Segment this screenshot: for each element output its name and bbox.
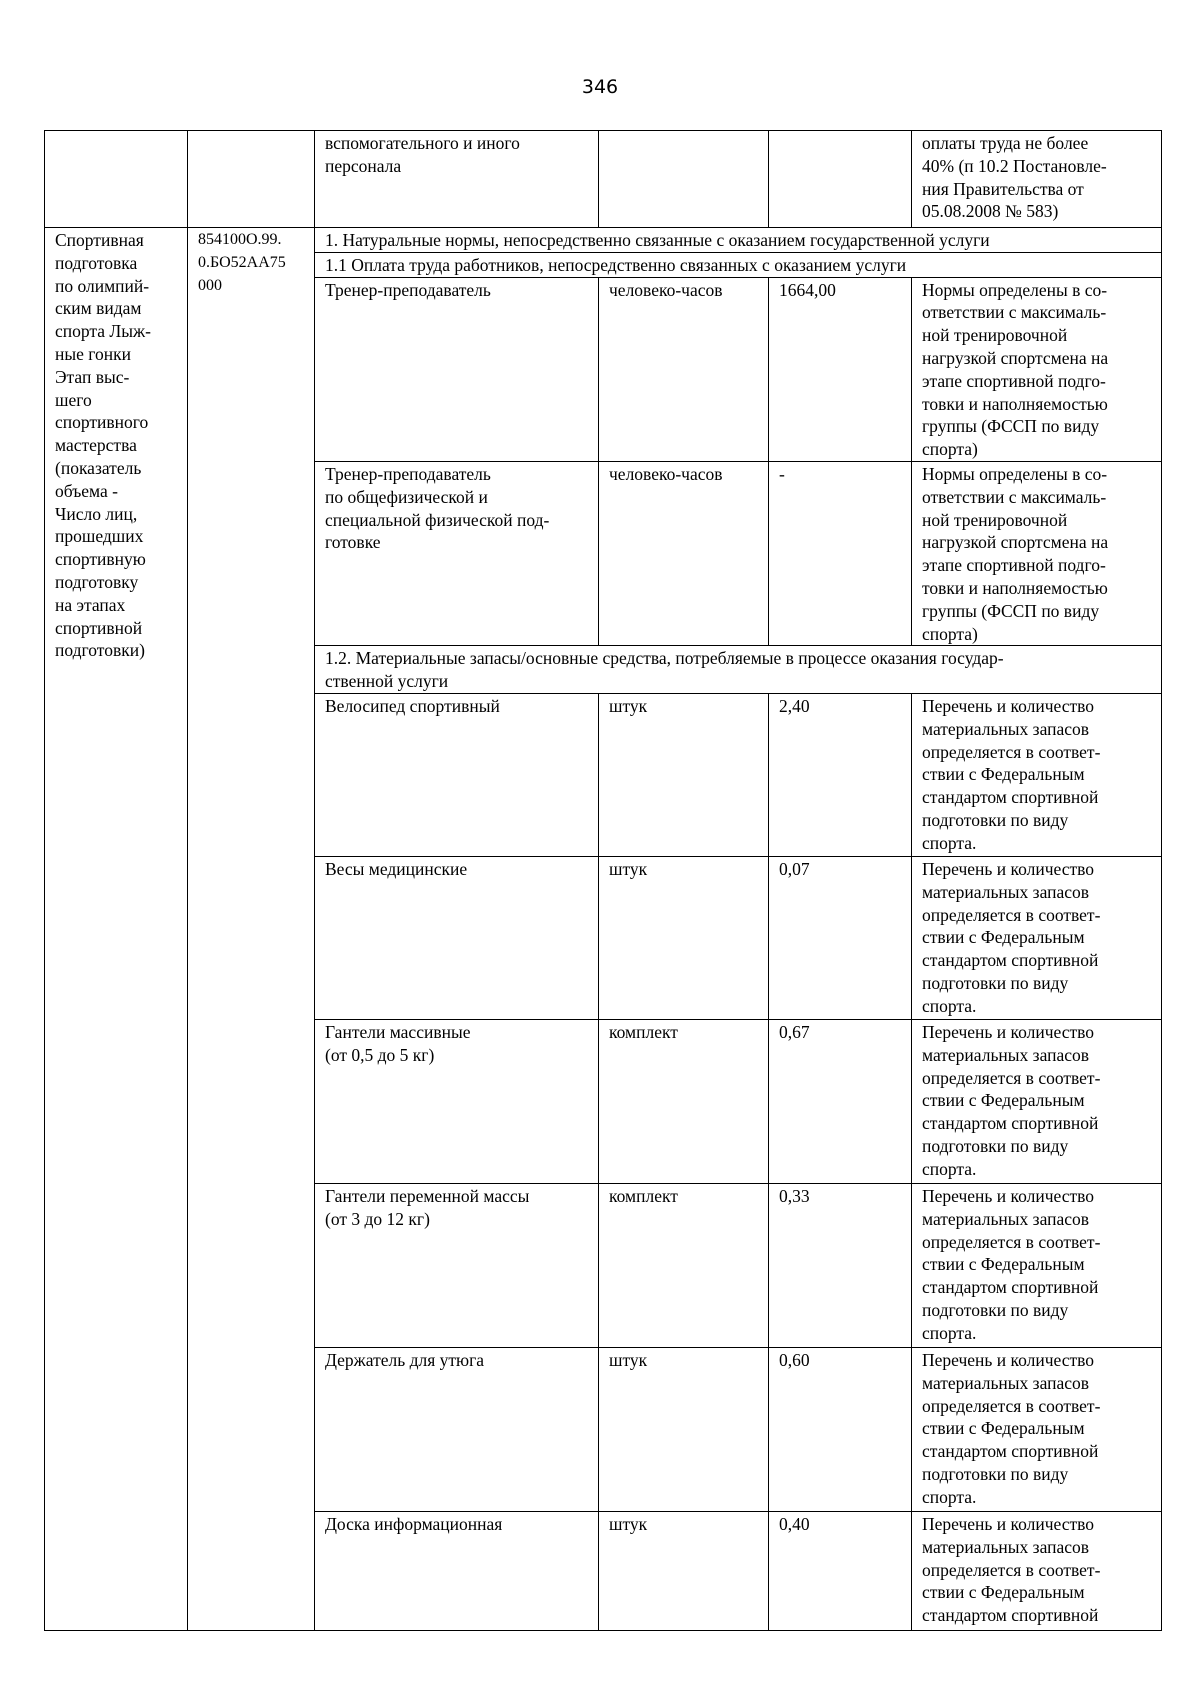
unit-cell: комплект: [599, 1183, 769, 1347]
unit-cell: человеко-часов: [599, 277, 769, 461]
value-cell: 0,40: [769, 1511, 912, 1630]
unit-cell: штук: [599, 693, 769, 856]
unit-cell: штук: [599, 856, 769, 1019]
resource-name-cell: Тренер-преподаватель: [315, 277, 599, 461]
note-cell: Перечень и количество материальных запасов определяется в соответ- ствии с Федеральным стандартом спортивной подготовки по виду спорта.: [912, 856, 1162, 1019]
table-row: [45, 228, 1162, 253]
value-cell: 0,60: [769, 1347, 912, 1511]
note-cell: оплаты труда не более 40% (п 10.2 Постановле- ния Правительства от 05.08.2008 № 583): [912, 131, 1162, 228]
resource-name-cell: вспомогательного и иного персонала: [315, 131, 599, 228]
resource-name-cell: Держатель для утюга: [315, 1347, 599, 1511]
table-cell: [599, 131, 769, 228]
unit-cell: штук: [599, 1347, 769, 1511]
resource-name-cell: Тренер-преподаватель по общефизической и специальной физической под- готовке: [315, 461, 599, 645]
note-cell: Перечень и количество материальных запасов определяется в соответ- ствии с Федеральным стандартом спортивной подготовки по виду спорта.: [912, 693, 1162, 856]
value-cell: 0,07: [769, 856, 912, 1019]
unit-cell: комплект: [599, 1019, 769, 1183]
value-cell: 1664,00: [769, 277, 912, 461]
value-cell: 0,67: [769, 1019, 912, 1183]
note-cell: Нормы определены в со- ответствии с максималь- ной тренировочной нагрузкой спортсмена на этапе спортивной подго- товки и наполняемостью группы (ФССП по виду спорта): [912, 277, 1162, 461]
service-code-cell: 854100О.99. 0.БО52АА75 000: [188, 228, 315, 1631]
table-cell: [45, 131, 188, 228]
section-heading: 1. Натуральные нормы, непосредственно связанные с оказанием государственной услуги: [315, 228, 1162, 253]
note-cell: Перечень и количество материальных запасов определяется в соответ- ствии с Федеральным стандартом спортивной подготовки по виду спорта.: [912, 1183, 1162, 1347]
section-heading: 1.1 Оплата труда работников, непосредственно связанных с оказанием услуги: [315, 252, 1162, 277]
service-name-cell: Спортивная подготовка по олимпий- ским видам спорта Лыж- ные гонки Этап выс- шего спортивного мастерства (показатель объема - Число лиц, прошедших спортивную подготовку на этапах спортивной подготовки): [45, 228, 188, 1631]
resource-name-cell: Велосипед спортивный: [315, 693, 599, 856]
table-cell: [769, 131, 912, 228]
unit-cell: штук: [599, 1511, 769, 1630]
note-cell: Перечень и количество материальных запасов определяется в соответ- ствии с Федеральным стандартом спортивной подготовки по виду спорта.: [912, 1019, 1162, 1183]
note-cell: Нормы определены в со- ответствии с максималь- ной тренировочной нагрузкой спортсмена на этапе спортивной подго- товки и наполняемостью группы (ФССП по виду спорта): [912, 461, 1162, 645]
note-cell: Перечень и количество материальных запасов определяется в соответ- ствии с Федеральным стандартом спортивной подготовки по виду спорта.: [912, 1347, 1162, 1511]
value-cell: 2,40: [769, 693, 912, 856]
section-heading: 1.2. Материальные запасы/основные средства, потребляемые в процессе оказания государ- ственной услуги: [315, 646, 1162, 694]
resource-name-cell: Гантели массивные (от 0,5 до 5 кг): [315, 1019, 599, 1183]
unit-cell: человеко-часов: [599, 461, 769, 645]
page-number: 346: [581, 76, 619, 98]
resource-name-cell: Доска информационная: [315, 1511, 599, 1630]
note-cell: Перечень и количество материальных запасов определяется в соответ- ствии с Федеральным стандартом спортивной: [912, 1511, 1162, 1630]
resource-name-cell: Гантели переменной массы (от 3 до 12 кг): [315, 1183, 599, 1347]
value-cell: -: [769, 461, 912, 645]
table-cell: [188, 131, 315, 228]
value-cell: 0,33: [769, 1183, 912, 1347]
table-row: [45, 131, 1162, 228]
resource-name-cell: Весы медицинские: [315, 856, 599, 1019]
norms-table: [44, 130, 1162, 1631]
